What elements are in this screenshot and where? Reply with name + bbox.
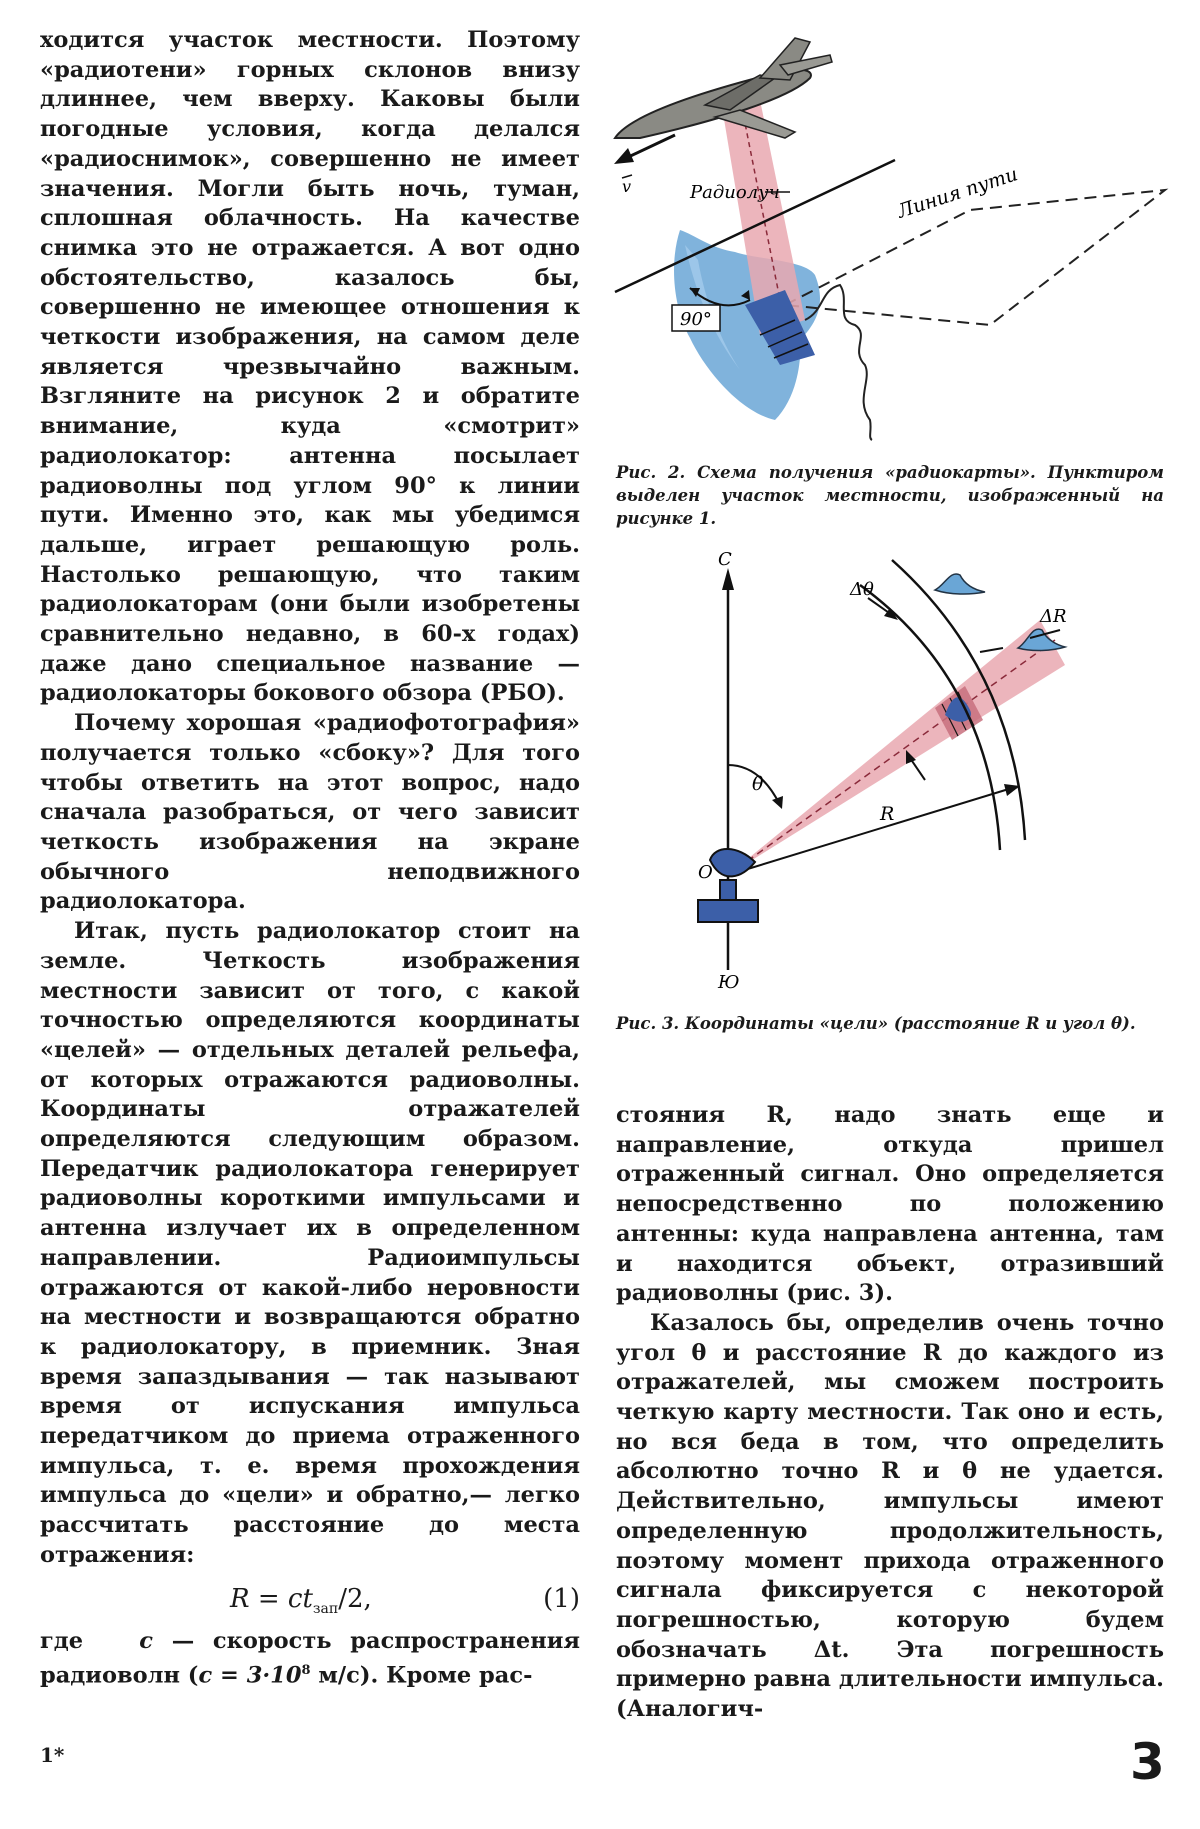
north-label: С [718, 549, 732, 570]
formula-expression: $R = ct_{зап}/2$, [230, 1583, 372, 1617]
beam-wedge [728, 620, 1065, 875]
range-line [728, 788, 1012, 875]
figure-2-caption: Рис. 2. Схема получения «радиокарты». Пунктиром выделен участок местности, изображенный на рисунке 1. [616, 463, 1164, 528]
dashed-ground-strip [785, 190, 1165, 325]
figure-2-radar-diagram [610, 20, 1170, 440]
target-hump-1 [935, 574, 985, 594]
antenna-icon [698, 849, 758, 922]
formula-number: (1) [543, 1583, 580, 1614]
figure-3-target-coordinates [660, 549, 1080, 993]
velocity-label: v [622, 177, 632, 196]
dtheta-label: Δθ [850, 579, 874, 600]
left-paragraph-4: где c — скорость распространения радиоволн ($c = 3\cdot 10^8$ м/с). Кроме рас- [40, 1627, 580, 1689]
theta-label: θ [752, 773, 764, 795]
angle-label: 90° [680, 309, 712, 330]
range-label: R [880, 803, 895, 825]
airplane-icon [615, 38, 832, 138]
left-paragraph-3: Итак, пусть радиолокатор стоит на земле. Четкость изображения местности зависит от того, с какой точностью определяются координаты «целей» — отдельных деталей рельефа, от которых отражаются радиоволны. Координаты отражателей определяются следующим образом. Передатчик радиолокатора генерирует радиоволны короткими импульсами и антенна излучает их в определенном направлении. Радиоимпульсы отражаются от какой-либо неровности на местности и возвращаются обратно к радиолокатору, в приемник. Зная время запаздывания — так называют время от испускания импульса передатчиком до приема отраженного импульса, т. е. время прохождения импульса до «цели» и обратно,— легко рассчитать расстояние до места отражения: [40, 918, 580, 1568]
page-number: 3 [1130, 1733, 1165, 1791]
right-paragraph-2: Казалось бы, определив очень точно угол θ и расстояние R до каждого из отражателей, мы сможем построить четкую карту местности. Так оно и есть, но вся беда в том, что определить абсолютно точно R и θ не удается. Действительно, импульсы имеют определенную продолжительность, поэтому момент прихода отраженного сигнала фиксируется с некоторой погрешностью, которую будем обозначать Δt. Эта погрешность примерно равна длительности импульса. (Аналогич- [616, 1309, 1164, 1723]
velocity-arrow-icon [614, 135, 675, 164]
right-paragraph-1: стояния R, надо знать еще и направление, откуда пришел отраженный сигнал. Оно определяется непосредственно по положению антенны: куда направлена антенна, там и находится объект, отразивший радиоволны (рис. 3). [616, 1102, 1164, 1307]
left-column [40, 26, 580, 1691]
formula-1 [40, 1579, 580, 1623]
beam-label: Радиолуч [690, 182, 780, 203]
right-column [616, 1101, 1164, 1725]
footnote-marker: 1* [40, 1743, 65, 1767]
left-paragraph-1: ходится участок местности. Поэтому «радиотени» горных склонов внизу длиннее, чем вверху. Каковы были погодные условия, когда делался «радиоснимок», совершенно не имеет значения. Могли быть ночь, туман, сплошная облачность. На качестве снимка это не отражается. А вот одно обстоятельство, казалось бы, совершенно не имеющее отношения к четкости изображения, на самом деле является чрезвычайно важным. Взгляните на рисунок 2 и обратите внимание, куда «смотрит» радиолокатор: антенна посылает радиоволны под углом 90° к линии пути. Именно это, как мы убедимся дальше, играет решающую роль. Настолько решающую, что таким радиолокаторам (они были изобретены сравнительно недавно, в 60-х годах) даже дано специальное название — радиолокаторы бокового обзора (РБО). [40, 27, 580, 707]
figure-3-caption: Рис. 3. Координаты «цели» (расстояние R и угол θ). [616, 1014, 1136, 1033]
left-paragraph-2: Почему хорошая «радиофотография» получается только «сбоку»? Для того чтобы ответить на этот вопрос, надо сначала разобраться, от чего зависит четкость изображения на экране обычного неподвижного радиолокатора. [40, 710, 580, 915]
dR-label: ΔR [1040, 606, 1067, 627]
south-label: Ю [718, 972, 740, 993]
origin-label: O [698, 862, 713, 883]
path-label: Линия пути [894, 163, 1021, 223]
